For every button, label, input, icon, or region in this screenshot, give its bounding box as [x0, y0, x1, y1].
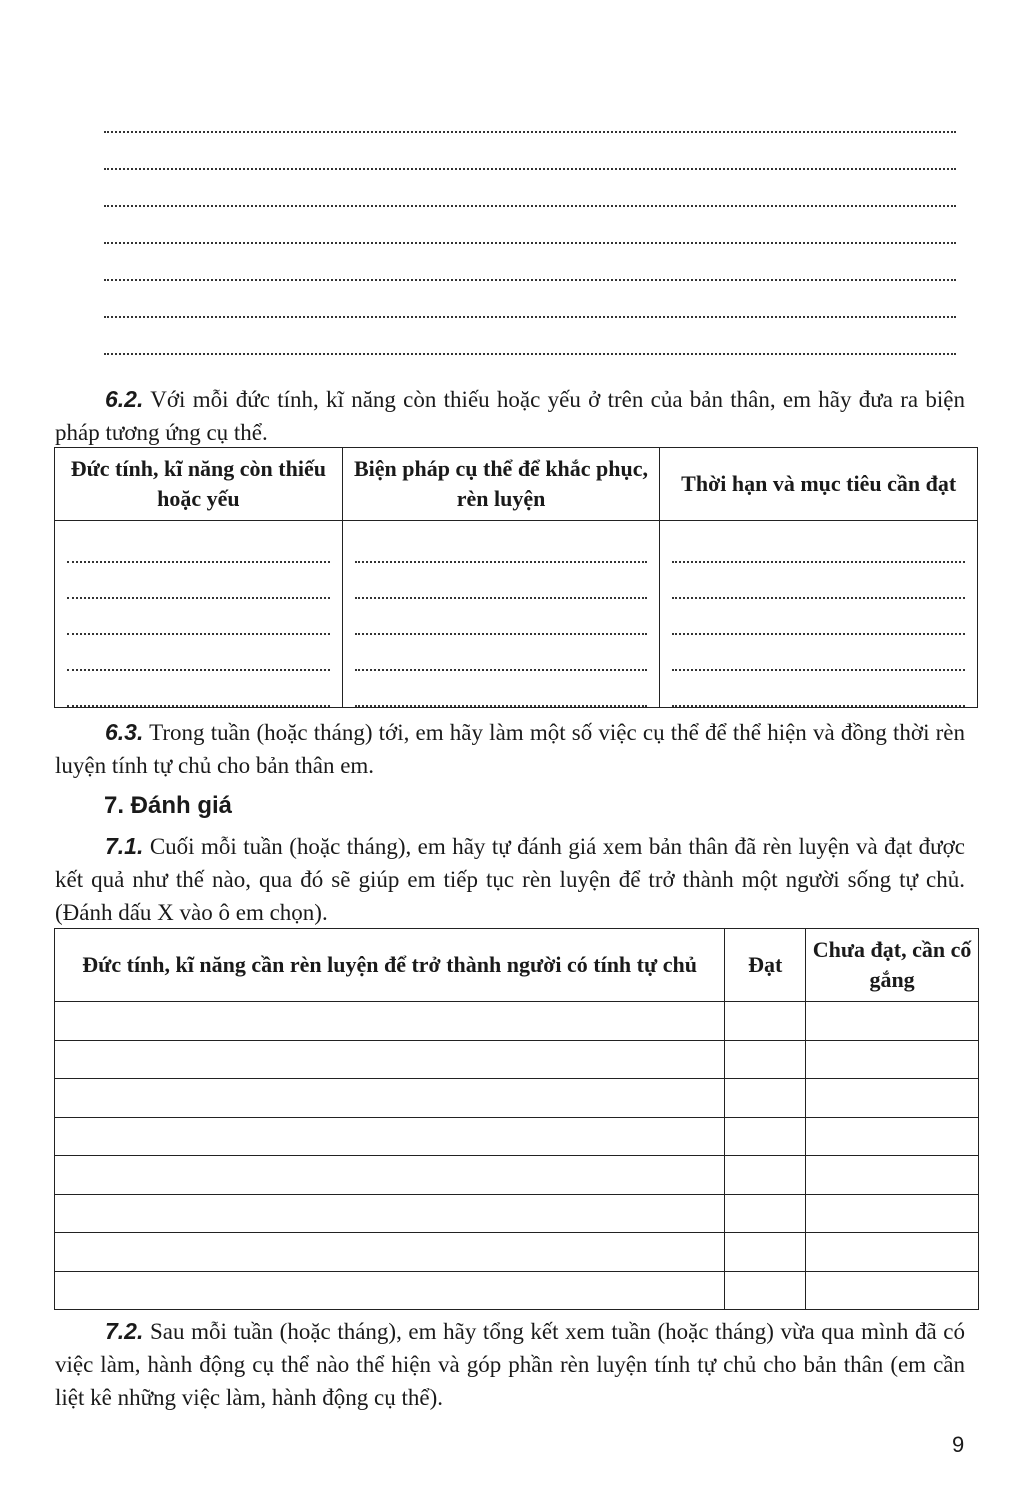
- table-row: [55, 1194, 979, 1233]
- table-header-row: [55, 929, 979, 1002]
- answer-line[interactable]: [104, 170, 956, 207]
- section-body: Cuối mỗi tuần (hoặc tháng), em hãy tự đánh giá xem bản thân đã rèn luyện và đạt được kết quả như thế nào, qua đó sẽ giúp em tiếp tục rèn luyện để trở thành một người sống tự chủ. (Đánh dấu X vào ô em chọn).: [55, 834, 966, 925]
- answer-cell[interactable]: [660, 521, 978, 708]
- section-6-2-text: [55, 383, 965, 449]
- measures-table: [54, 447, 978, 708]
- section-7-2-text: [55, 1315, 965, 1414]
- table-row: [55, 1156, 979, 1195]
- not-achieved-cell[interactable]: [806, 1040, 979, 1079]
- section-number: 6.3.: [105, 719, 144, 745]
- answer-line[interactable]: [104, 133, 956, 170]
- skill-cell[interactable]: [55, 1117, 725, 1156]
- achieved-cell[interactable]: [725, 1002, 806, 1041]
- table-row: [55, 1271, 979, 1310]
- answer-lines: [104, 96, 956, 355]
- achieved-cell[interactable]: [725, 1233, 806, 1272]
- column-header: Đức tính, kĩ năng còn thiếu hoặc yếu: [55, 448, 343, 521]
- evaluation-table: [54, 928, 979, 1310]
- skill-cell[interactable]: [55, 1156, 725, 1195]
- section-body: Sau mỗi tuần (hoặc tháng), em hãy tổng kết xem tuần (hoặc tháng) vừa qua mình đã có việc làm, hành động cụ thể nào thể hiện và góp phần rèn luyện tính tự chủ cho bản thân (em cần liệt kê những việc làm, hành động cụ thể).: [55, 1319, 966, 1410]
- achieved-cell[interactable]: [725, 1156, 806, 1195]
- answer-line[interactable]: [104, 281, 956, 318]
- section-7-1-text: [55, 830, 965, 929]
- skill-cell[interactable]: [55, 1002, 725, 1041]
- answer-line[interactable]: [104, 96, 956, 133]
- skill-cell[interactable]: [55, 1271, 725, 1310]
- column-header: Thời hạn và mục tiêu cần đạt: [660, 448, 978, 521]
- skill-cell[interactable]: [55, 1194, 725, 1233]
- answer-line[interactable]: [104, 207, 956, 244]
- not-achieved-cell[interactable]: [806, 1194, 979, 1233]
- not-achieved-cell[interactable]: [806, 1079, 979, 1118]
- section-number: 7.1.: [105, 833, 144, 859]
- section-body: Với mỗi đức tính, kĩ năng còn thiếu hoặc yếu ở trên của bản thân, em hãy đưa ra biện pháp tương ứng cụ thể.: [55, 387, 965, 445]
- table-row: [55, 1079, 979, 1118]
- not-achieved-cell[interactable]: [806, 1117, 979, 1156]
- not-achieved-cell[interactable]: [806, 1271, 979, 1310]
- column-header: Đức tính, kĩ năng cần rèn luyện để trở thành người có tính tự chủ: [55, 929, 725, 1002]
- section-number: 6.2.: [105, 386, 144, 412]
- section-number: 7.2.: [105, 1318, 144, 1344]
- section-6-3-text: [55, 716, 965, 782]
- table-row: [55, 521, 978, 708]
- column-header: Biện pháp cụ thể để khắc phục, rèn luyện: [342, 448, 660, 521]
- page-number: 9: [952, 1432, 965, 1457]
- answer-line[interactable]: [104, 318, 956, 355]
- not-achieved-cell[interactable]: [806, 1233, 979, 1272]
- column-header: Đạt: [725, 929, 806, 1002]
- answer-cell[interactable]: [55, 521, 343, 708]
- table-row: [55, 1002, 979, 1041]
- not-achieved-cell[interactable]: [806, 1002, 979, 1041]
- table-row: [55, 1040, 979, 1079]
- section-body: Trong tuần (hoặc tháng) tới, em hãy làm một số việc cụ thể để thể hiện và đồng thời rèn luyện tính tự chủ cho bản thân em.: [55, 720, 965, 778]
- achieved-cell[interactable]: [725, 1271, 806, 1310]
- achieved-cell[interactable]: [725, 1194, 806, 1233]
- table-row: [55, 1117, 979, 1156]
- table-row: [55, 1233, 979, 1272]
- skill-cell[interactable]: [55, 1040, 725, 1079]
- achieved-cell[interactable]: [725, 1040, 806, 1079]
- column-header: Chưa đạt, cần cố gắng: [806, 929, 979, 1002]
- not-achieved-cell[interactable]: [806, 1156, 979, 1195]
- table-header-row: [55, 448, 978, 521]
- achieved-cell[interactable]: [725, 1079, 806, 1118]
- skill-cell[interactable]: [55, 1233, 725, 1272]
- answer-line[interactable]: [104, 244, 956, 281]
- skill-cell[interactable]: [55, 1079, 725, 1118]
- answer-cell[interactable]: [342, 521, 660, 708]
- achieved-cell[interactable]: [725, 1117, 806, 1156]
- section-7-heading: 7. Đánh giá: [104, 792, 233, 819]
